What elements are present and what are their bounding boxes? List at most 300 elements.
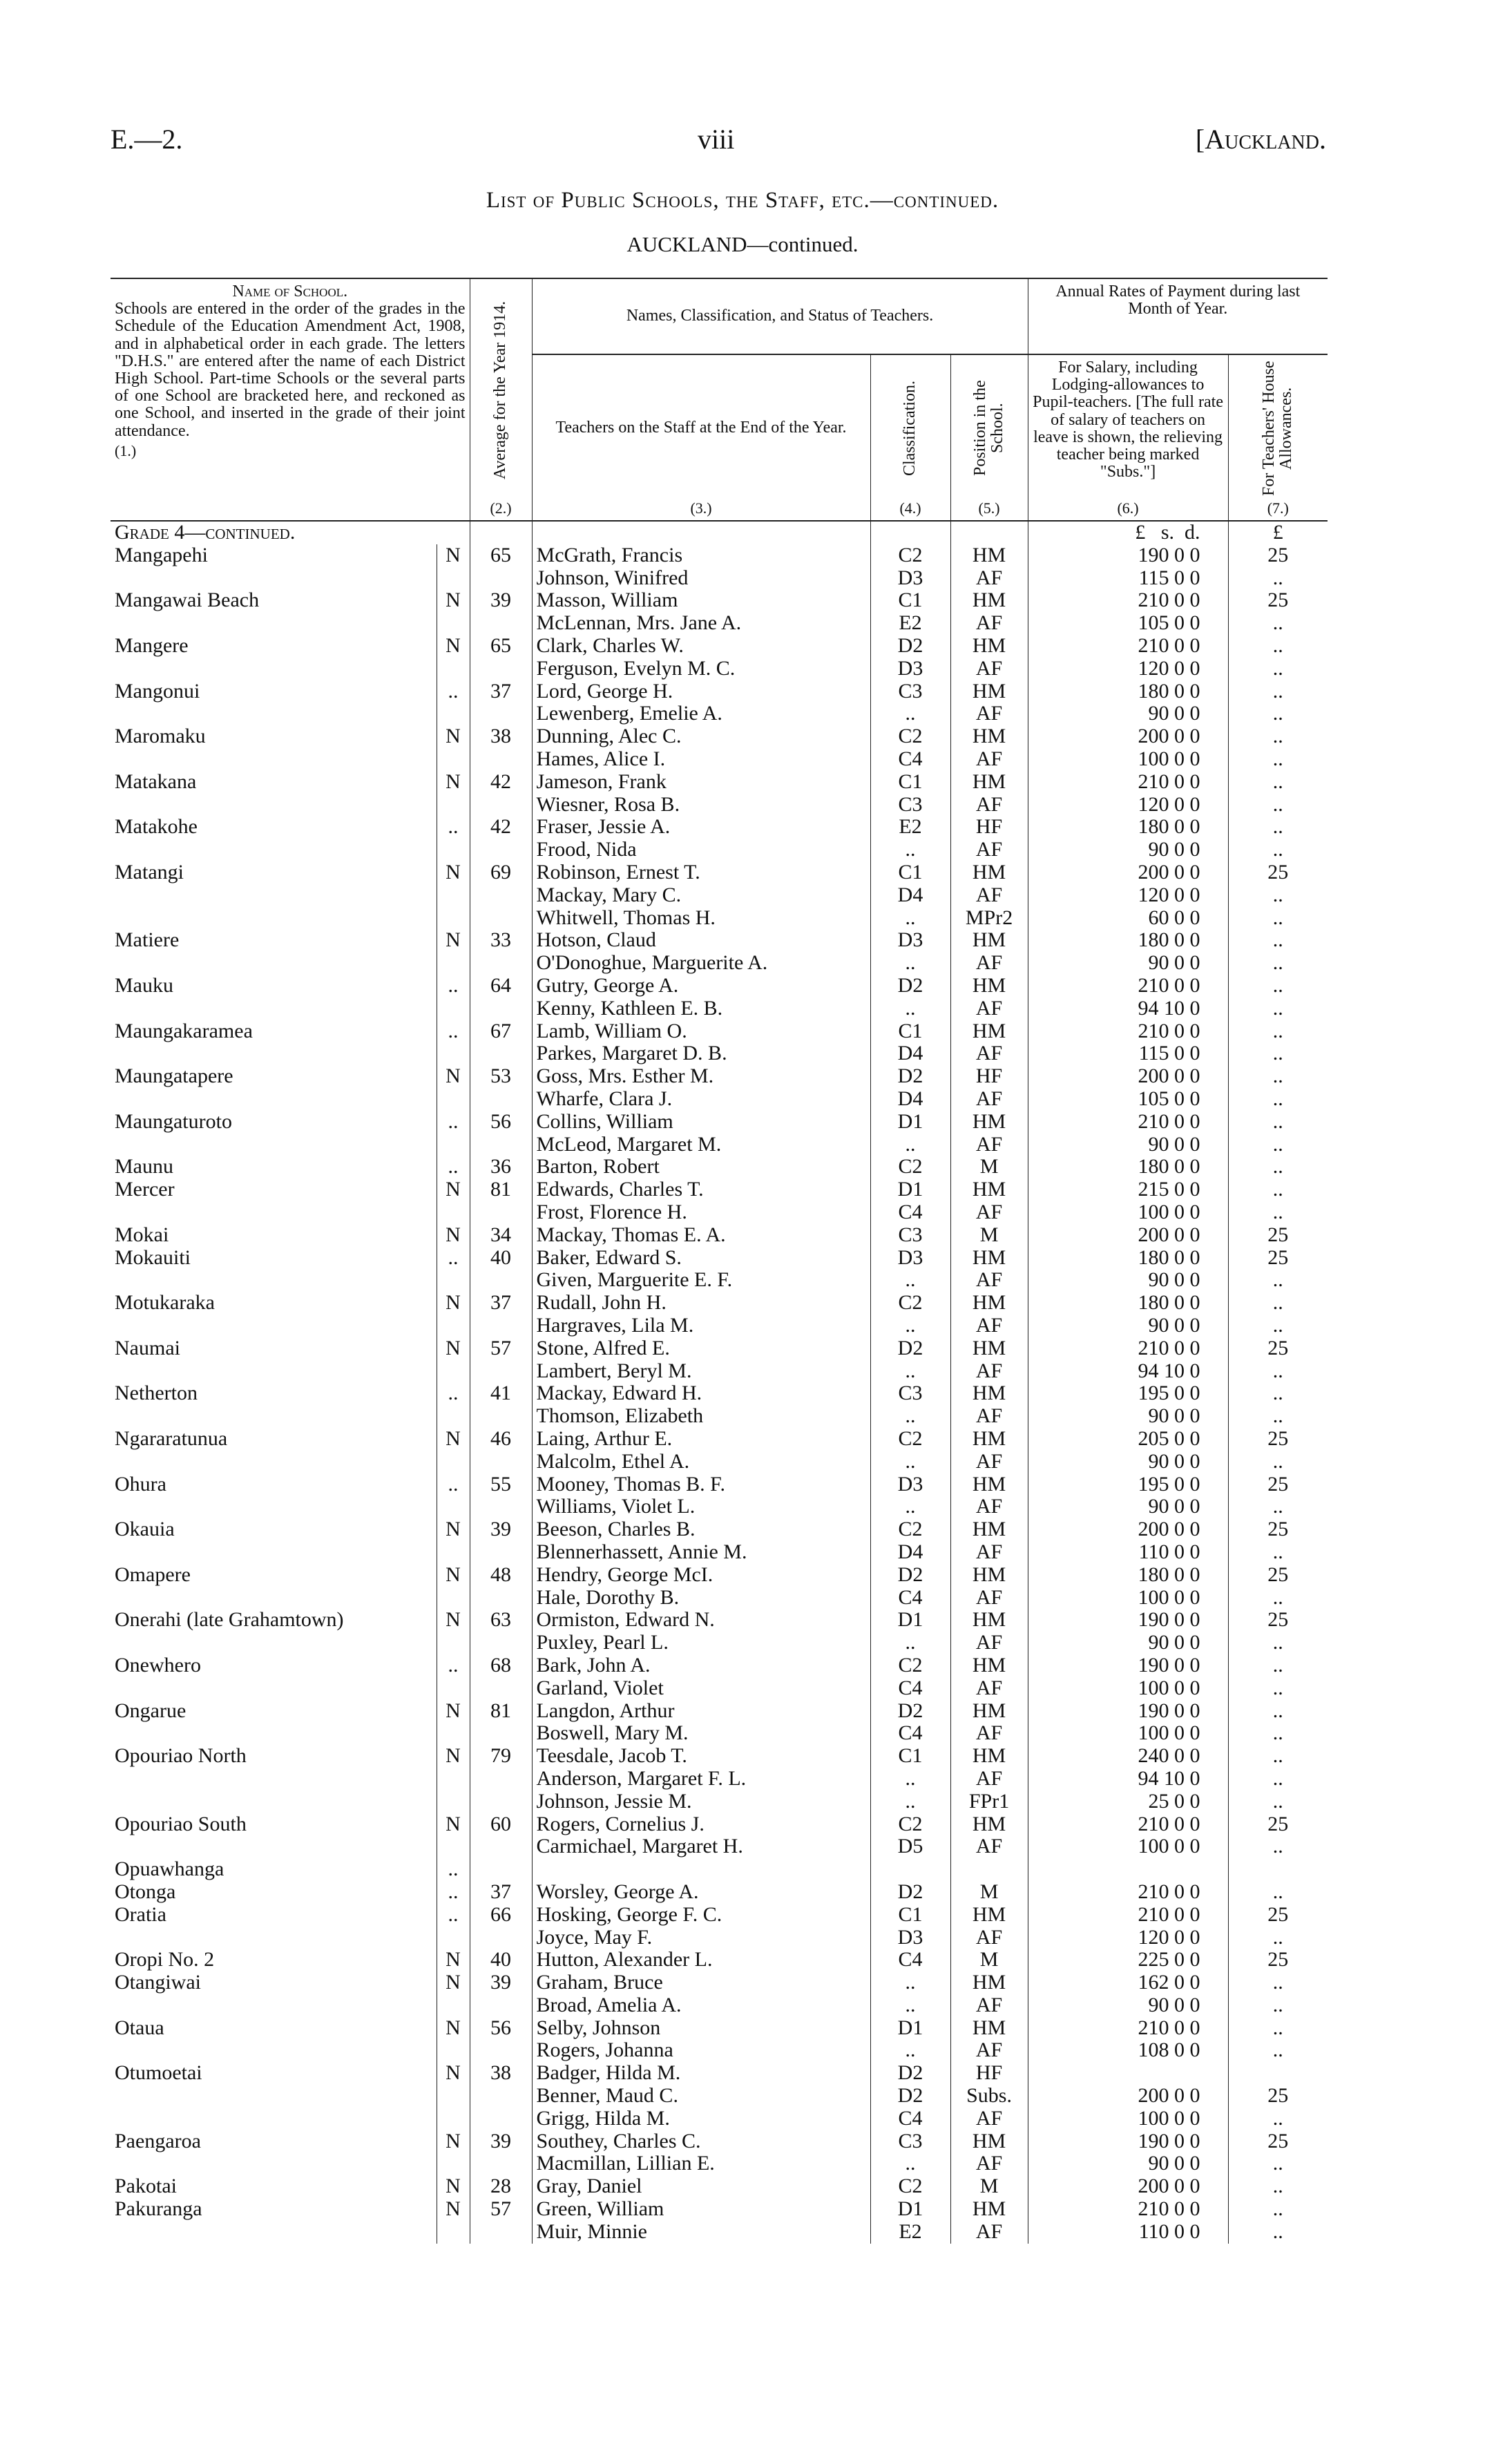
classification: C1 [870, 589, 950, 612]
house-allowance: .. [1228, 1722, 1328, 1745]
salary: 105 0 0 [1028, 612, 1228, 635]
average-attendance: 28 [470, 2175, 532, 2198]
house-allowance: .. [1228, 2152, 1328, 2175]
table-row [111, 2085, 1328, 2108]
classification: .. [870, 1315, 950, 1337]
table-row [111, 2198, 1328, 2221]
table-row [111, 1065, 1328, 1088]
average-attendance [470, 567, 532, 590]
school-type: N [437, 1337, 470, 1360]
average-attendance: 56 [470, 2017, 532, 2040]
average-attendance [470, 1088, 532, 1111]
position: HM [950, 1020, 1028, 1043]
table-row [111, 1564, 1328, 1587]
house-allowance: .. [1228, 2017, 1328, 2040]
house-allowance: .. [1228, 1541, 1328, 1564]
table-row [111, 1020, 1328, 1043]
school-name [111, 997, 437, 1020]
school-type: N [437, 2130, 470, 2153]
table-row [111, 2130, 1328, 2153]
average-attendance [470, 1722, 532, 1745]
average-attendance: 64 [470, 975, 532, 997]
school-type: .. [437, 680, 470, 703]
school-type [437, 1201, 470, 1224]
position: AF [950, 1042, 1028, 1065]
school-type: N [437, 861, 470, 884]
house-allowance: .. [1228, 1971, 1328, 1994]
average-attendance [470, 1632, 532, 1654]
average-attendance [470, 1042, 532, 1065]
average-attendance: 41 [470, 1382, 532, 1405]
salary: 195 0 0 [1028, 1382, 1228, 1405]
teacher-name: Williams, Violet L. [532, 1496, 870, 1518]
teacher-name: Selby, Johnson [532, 2017, 870, 2040]
house-allowance: 25 [1228, 1428, 1328, 1451]
house-allowance: .. [1228, 771, 1328, 794]
average-attendance [470, 1677, 532, 1700]
school-name: Pakuranga [115, 2198, 202, 2221]
position: HM [950, 1745, 1028, 1768]
salary: 210 0 0 [1028, 1904, 1228, 1927]
position: AF [950, 1927, 1028, 1949]
classification: D1 [870, 1178, 950, 1201]
position: AF [950, 839, 1028, 861]
position: HF [950, 816, 1028, 839]
table-row [111, 1835, 1328, 1858]
average-attendance: 42 [470, 771, 532, 794]
table-row [111, 2221, 1328, 2244]
school-name: Maungaturoto [115, 1110, 232, 1133]
table-row [111, 1382, 1328, 1405]
school-name: Mangonui [115, 680, 200, 703]
salary: 100 0 0 [1028, 748, 1228, 771]
salary: 210 0 0 [1028, 635, 1228, 658]
salary: 90 0 0 [1028, 1451, 1228, 1473]
classification: .. [870, 1994, 950, 2017]
average-attendance [470, 1835, 532, 1858]
school-type: .. [437, 975, 470, 997]
house-allowance: .. [1228, 1178, 1328, 1201]
teacher-name: Malcolm, Ethel A. [532, 1451, 870, 1473]
house-allowance: .. [1228, 997, 1328, 1020]
salary: 180 0 0 [1028, 1564, 1228, 1587]
school-name [111, 884, 437, 907]
classification: D3 [870, 1927, 950, 1949]
teacher-name [532, 1858, 870, 1881]
average-attendance: 53 [470, 1065, 532, 1088]
salary: 210 0 0 [1028, 1813, 1228, 1836]
teacher-name: Thomson, Elizabeth [532, 1405, 870, 1428]
school-type: N [437, 1609, 470, 1632]
table-row [111, 1881, 1328, 1904]
school-name [111, 952, 437, 975]
classification: D3 [870, 658, 950, 680]
school-type [437, 703, 470, 725]
classification [870, 1858, 950, 1881]
salary: 25 0 0 [1028, 1790, 1228, 1813]
classification: C3 [870, 2130, 950, 2153]
table-row [111, 1111, 1328, 1134]
position: Subs. [950, 2085, 1028, 2108]
position: HM [950, 1518, 1028, 1541]
classification: D2 [870, 2062, 950, 2085]
school-name [111, 1088, 437, 1111]
average-attendance [470, 997, 532, 1020]
school-type [437, 1927, 470, 1949]
classification: .. [870, 1632, 950, 1654]
school-name: Matakana [115, 770, 197, 793]
classification: C1 [870, 861, 950, 884]
position: HM [950, 1473, 1028, 1496]
position: HM [950, 1247, 1028, 1270]
salary: 180 0 0 [1028, 929, 1228, 952]
position: AF [950, 1269, 1028, 1292]
salary: 90 0 0 [1028, 703, 1228, 725]
school-name [111, 1134, 437, 1156]
classification: C2 [870, 725, 950, 748]
school-type: .. [437, 1654, 470, 1677]
average-attendance [470, 1790, 532, 1813]
grade-label: Grade 4—continued. [111, 521, 470, 544]
salary: 100 0 0 [1028, 1201, 1228, 1224]
average-attendance: 69 [470, 861, 532, 884]
house-allowance: .. [1228, 2198, 1328, 2221]
teacher-name: Clark, Charles W. [532, 635, 870, 658]
position: HM [950, 725, 1028, 748]
house-allowance: .. [1228, 884, 1328, 907]
school-name [111, 1360, 437, 1383]
salary: 120 0 0 [1028, 1927, 1228, 1949]
average-attendance: 39 [470, 1518, 532, 1541]
school-name: Mokai [115, 1223, 169, 1246]
house-allowance: .. [1228, 1042, 1328, 1065]
average-attendance: 81 [470, 1700, 532, 1723]
house-allowance: .. [1228, 2175, 1328, 2198]
school-type: N [437, 1518, 470, 1541]
school-type [437, 1042, 470, 1065]
classification: C2 [870, 1156, 950, 1178]
teacher-name: Jameson, Frank [532, 771, 870, 794]
salary: 200 0 0 [1028, 725, 1228, 748]
average-attendance: 56 [470, 1111, 532, 1134]
average-attendance: 65 [470, 635, 532, 658]
teacher-name: Robinson, Ernest T. [532, 861, 870, 884]
school-type: .. [437, 1247, 470, 1270]
teacher-name: Mackay, Edward H. [532, 1382, 870, 1405]
salary [1028, 1858, 1228, 1881]
school-type: .. [437, 1858, 470, 1881]
table-row [111, 1292, 1328, 1315]
position: AF [950, 1088, 1028, 1111]
salary: 180 0 0 [1028, 1156, 1228, 1178]
schools-table [111, 278, 1328, 2244]
table-row [111, 839, 1328, 861]
teacher-name: Macmillan, Lillian E. [532, 2152, 870, 2175]
teacher-name: Joyce, May F. [532, 1927, 870, 1949]
school-type [437, 2152, 470, 2175]
school-type: N [437, 1700, 470, 1723]
average-attendance: 66 [470, 1904, 532, 1927]
school-name: Matakohe [115, 816, 198, 839]
average-attendance [470, 1201, 532, 1224]
average-attendance [470, 1927, 532, 1949]
school-type [437, 1405, 470, 1428]
house-allowance: .. [1228, 1677, 1328, 1700]
school-type: .. [437, 1473, 470, 1496]
page-subtitle: AUCKLAND—continued. [626, 232, 859, 256]
table-row [111, 703, 1328, 725]
table-row [111, 771, 1328, 794]
school-name [111, 1632, 437, 1654]
salary: 190 0 0 [1028, 2130, 1228, 2153]
salary: 200 0 0 [1028, 1224, 1228, 1247]
teacher-name: Beeson, Charles B. [532, 1518, 870, 1541]
average-attendance [470, 1269, 532, 1292]
average-attendance [470, 839, 532, 861]
table-row [111, 1609, 1328, 1632]
school-type: N [437, 2175, 470, 2198]
table-row [111, 2175, 1328, 2198]
average-attendance: 38 [470, 725, 532, 748]
average-attendance: 36 [470, 1156, 532, 1178]
school-type [437, 1722, 470, 1745]
classification: .. [870, 907, 950, 930]
classification: C4 [870, 2108, 950, 2130]
average-attendance: 40 [470, 1247, 532, 1270]
position: AF [950, 748, 1028, 771]
school-name [111, 1496, 437, 1518]
average-attendance: 57 [470, 2198, 532, 2221]
table-row [111, 1247, 1328, 1270]
house-allowance: .. [1228, 1654, 1328, 1677]
school-name: Maunu [115, 1156, 173, 1178]
position: AF [950, 1541, 1028, 1564]
classification: .. [870, 1269, 950, 1292]
position: HM [950, 975, 1028, 997]
school-type: N [437, 544, 470, 567]
teacher-name: Wharfe, Clara J. [532, 1088, 870, 1111]
classification: C2 [870, 1428, 950, 1451]
table-row [111, 1904, 1328, 1927]
school-type [437, 1315, 470, 1337]
position: AF [950, 1768, 1028, 1790]
salary: 180 0 0 [1028, 1292, 1228, 1315]
teacher-name: Hotson, Claud [532, 929, 870, 952]
classification: D2 [870, 1700, 950, 1723]
house-allowance: .. [1228, 1496, 1328, 1518]
teacher-name: Mackay, Mary C. [532, 884, 870, 907]
school-name: Onerahi (late Grahamtown) [115, 1609, 344, 1632]
house-allowance [1228, 1858, 1328, 1881]
school-name [111, 2039, 437, 2062]
position: HM [950, 2198, 1028, 2221]
school-type: N [437, 1224, 470, 1247]
position: HM [950, 1382, 1028, 1405]
school-name: Maungakaramea [115, 1020, 253, 1042]
table-row [111, 884, 1328, 907]
position: AF [950, 1496, 1028, 1518]
salary: 115 0 0 [1028, 567, 1228, 590]
teacher-name: Fraser, Jessie A. [532, 816, 870, 839]
classification: C1 [870, 1745, 950, 1768]
position: HM [950, 2017, 1028, 2040]
house-allowance: .. [1228, 1632, 1328, 1654]
average-attendance [470, 1541, 532, 1564]
classification: C2 [870, 1292, 950, 1315]
school-name: Mauku [115, 975, 173, 997]
school-name: Pakotai [115, 2175, 177, 2198]
school-type [437, 1541, 470, 1564]
classification: .. [870, 1971, 950, 1994]
salary: 240 0 0 [1028, 1745, 1228, 1768]
school-type [437, 2039, 470, 2062]
classification: D1 [870, 2017, 950, 2040]
table-row [111, 1745, 1328, 1768]
classification: .. [870, 703, 950, 725]
school-type: .. [437, 1111, 470, 1134]
classification: .. [870, 1790, 950, 1813]
position: AF [950, 1677, 1028, 1700]
table-row [111, 1201, 1328, 1224]
school-type [437, 1677, 470, 1700]
position: HF [950, 2062, 1028, 2085]
table-row [111, 1269, 1328, 1292]
average-attendance [470, 748, 532, 771]
position: HF [950, 1065, 1028, 1088]
salary: 100 0 0 [1028, 2108, 1228, 2130]
average-attendance: 46 [470, 1428, 532, 1451]
school-name [111, 1927, 437, 1949]
salary: 90 0 0 [1028, 1632, 1228, 1654]
house-allowance: .. [1228, 794, 1328, 816]
classification: .. [870, 1496, 950, 1518]
salary: 190 0 0 [1028, 544, 1228, 567]
position [950, 1858, 1028, 1881]
salary: 94 10 0 [1028, 997, 1228, 1020]
teacher-name: Badger, Hilda M. [532, 2062, 870, 2085]
school-name: Ongarue [115, 1699, 186, 1722]
school-type: .. [437, 1156, 470, 1178]
salary: 60 0 0 [1028, 907, 1228, 930]
classification: C4 [870, 1677, 950, 1700]
position: HM [950, 589, 1028, 612]
school-type: .. [437, 1020, 470, 1043]
house-allowance: .. [1228, 2039, 1328, 2062]
salary: 90 0 0 [1028, 1134, 1228, 1156]
position: AF [950, 658, 1028, 680]
school-type: N [437, 1813, 470, 1836]
salary: 210 0 0 [1028, 1337, 1228, 1360]
school-name: Otangiwai [115, 1971, 201, 1994]
table-row [111, 1654, 1328, 1677]
col-salary-header: For Salary, including Lodging-allowances to Pupil-teachers. [The full rate of salary of teachers on leave is shown, the relieving teacher being marked "Subs."] (6.) [1028, 354, 1228, 521]
house-allowance: .. [1228, 1134, 1328, 1156]
classification: C2 [870, 1654, 950, 1677]
position: AF [950, 612, 1028, 635]
school-type [437, 2085, 470, 2108]
house-allowance: .. [1228, 635, 1328, 658]
salary: 225 0 0 [1028, 1949, 1228, 1971]
teacher-name: Frost, Florence H. [532, 1201, 870, 1224]
table-row [111, 907, 1328, 930]
region-label: [Auckland. [1195, 124, 1326, 155]
average-attendance [470, 658, 532, 680]
position: AF [950, 1405, 1028, 1428]
col-house-header: For Teachers' House Allowances. (7.) [1228, 354, 1328, 521]
school-type: .. [437, 1382, 470, 1405]
school-type [437, 748, 470, 771]
average-attendance [470, 2108, 532, 2130]
school-name [111, 839, 437, 861]
table-row [111, 2108, 1328, 2130]
page-number: viii [698, 124, 735, 155]
position: AF [950, 2039, 1028, 2062]
table-row [111, 2039, 1328, 2062]
salary: 210 0 0 [1028, 1020, 1228, 1043]
position: M [950, 2175, 1028, 2198]
house-allowance: .. [1228, 2108, 1328, 2130]
average-attendance: 38 [470, 2062, 532, 2085]
salary: 210 0 0 [1028, 589, 1228, 612]
school-name: Maungatapere [115, 1065, 233, 1088]
table-row [111, 635, 1328, 658]
table-row [111, 1496, 1328, 1518]
table-row [111, 1632, 1328, 1654]
school-name: Opouriao South [115, 1813, 247, 1835]
school-type: N [437, 1949, 470, 1971]
house-allowance: .. [1228, 2221, 1328, 2244]
average-attendance [470, 2152, 532, 2175]
average-attendance [470, 1134, 532, 1156]
average-attendance [470, 1768, 532, 1790]
salary: 90 0 0 [1028, 2152, 1228, 2175]
classification: E2 [870, 2221, 950, 2244]
house-allowance: .. [1228, 1111, 1328, 1134]
school-name: Naumai [115, 1337, 180, 1359]
salary: 210 0 0 [1028, 1881, 1228, 1904]
table-row [111, 1518, 1328, 1541]
table-row [111, 1088, 1328, 1111]
salary: 90 0 0 [1028, 1315, 1228, 1337]
average-attendance: 63 [470, 1609, 532, 1632]
table-row [111, 1927, 1328, 1949]
school-name [111, 1722, 437, 1745]
teacher-name: Collins, William [532, 1111, 870, 1134]
teacher-name: Edwards, Charles T. [532, 1178, 870, 1201]
classification: .. [870, 952, 950, 975]
house-allowance: .. [1228, 1881, 1328, 1904]
salary: 120 0 0 [1028, 658, 1228, 680]
house-allowance: .. [1228, 1451, 1328, 1473]
position: AF [950, 2152, 1028, 2175]
school-type [437, 794, 470, 816]
teacher-name: Stone, Alfred E. [532, 1337, 870, 1360]
teacher-name: Lord, George H. [532, 680, 870, 703]
salary: 210 0 0 [1028, 771, 1228, 794]
teacher-name: Rogers, Johanna [532, 2039, 870, 2062]
teacher-name: Puxley, Pearl L. [532, 1632, 870, 1654]
table-row [111, 1360, 1328, 1383]
position: AF [950, 1134, 1028, 1156]
school-name: Oropi No. 2 [115, 1949, 215, 1971]
table-row [111, 1473, 1328, 1496]
classification: D4 [870, 1088, 950, 1111]
school-type: .. [437, 1904, 470, 1927]
table-row [111, 1042, 1328, 1065]
salary: 210 0 0 [1028, 975, 1228, 997]
table-row [111, 1428, 1328, 1451]
house-allowance: .. [1228, 1156, 1328, 1178]
